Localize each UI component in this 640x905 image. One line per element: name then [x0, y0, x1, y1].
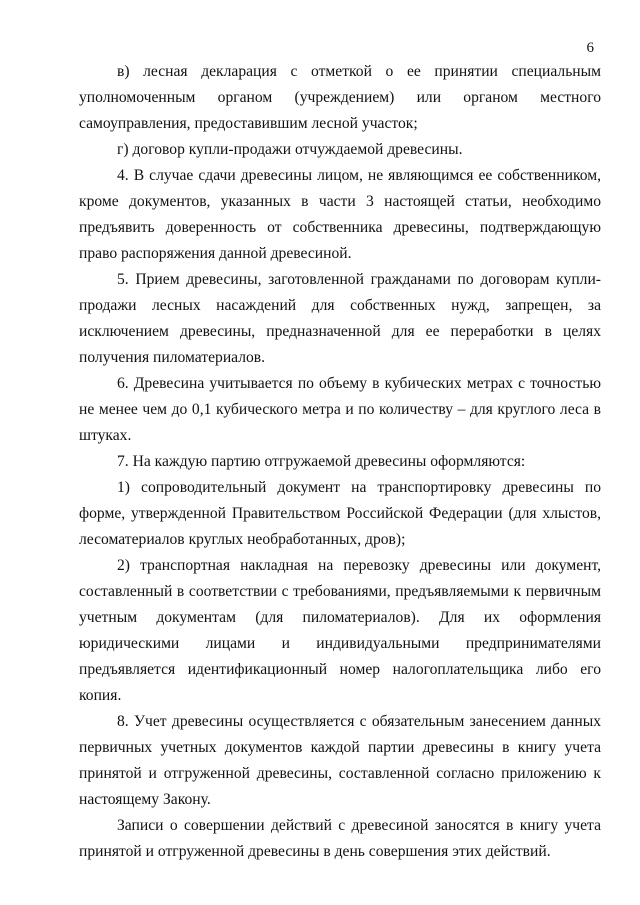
paragraph-7-2-waybill: 2) транспортная накладная на перевозку древесины или документ, составленный в соответствии с требованиями, предъявляемыми к первичным учетным документам (для пиломатериалов). Для их оформления юридическими лицами и индивидуальными предпринимателями предъявляется идентификационный номер налогоплательщика либо его копия.	[79, 557, 601, 704]
paragraph-6-volume-accounting: 6. Древесина учитывается по объему в кубических метрах с точностью не менее чем до 0,1 кубического метра и по количеству – для круглого леса в штуках.	[79, 375, 601, 444]
page-number: 6	[586, 40, 594, 56]
paragraph-g-sale-contract: г) договор купли-продажи отчуждаемой древесины.	[117, 141, 463, 158]
paragraph-7-shipment-documents: 7. На каждую партию отгружаемой древесины оформляются:	[117, 453, 526, 470]
paragraph-8-accounting-book: 8. Учет древесины осуществляется с обязательным занесением данных первичных учетных документов каждой партии древесины в книгу учета принятой и отгруженной древесины, составленной согласно приложению к настоящему Закону.	[79, 713, 601, 808]
paragraph-5-acceptance-ban: 5. Прием древесины, заготовленной гражданами по договорам купли-продажи лесных насаждений для собственных нужд, запрещен, за исключением древесины, предназначенной для ее переработки в целях получения пиломатериалов.	[79, 271, 601, 366]
paragraph-v-forest-declaration: в) лесная декларация с отметкой о ее принятии специальным уполномоченным органом (учреждением) или органом местного самоуправления, предоставившим лесной участок;	[79, 63, 601, 132]
document-body	[79, 59, 601, 865]
paragraph-7-1-accompanying-document: 1) сопроводительный документ на транспортировку древесины по форме, утвержденной Правительством Российской Федерации (для хлыстов, лесоматериалов круглых необработанных, дров);	[79, 479, 601, 548]
paragraph-records-entry: Записи о совершении действий с древесиной заносятся в книгу учета принятой и отгруженной древесины в день совершения этих действий.	[79, 817, 601, 860]
paragraph-4-power-of-attorney: 4. В случае сдачи древесины лицом, не являющимся ее собственником, кроме документов, указанных в части 3 настоящей статьи, необходимо предъявить доверенность от собственника древесины, подтверждающую право распоряжения данной древесиной.	[79, 167, 601, 262]
